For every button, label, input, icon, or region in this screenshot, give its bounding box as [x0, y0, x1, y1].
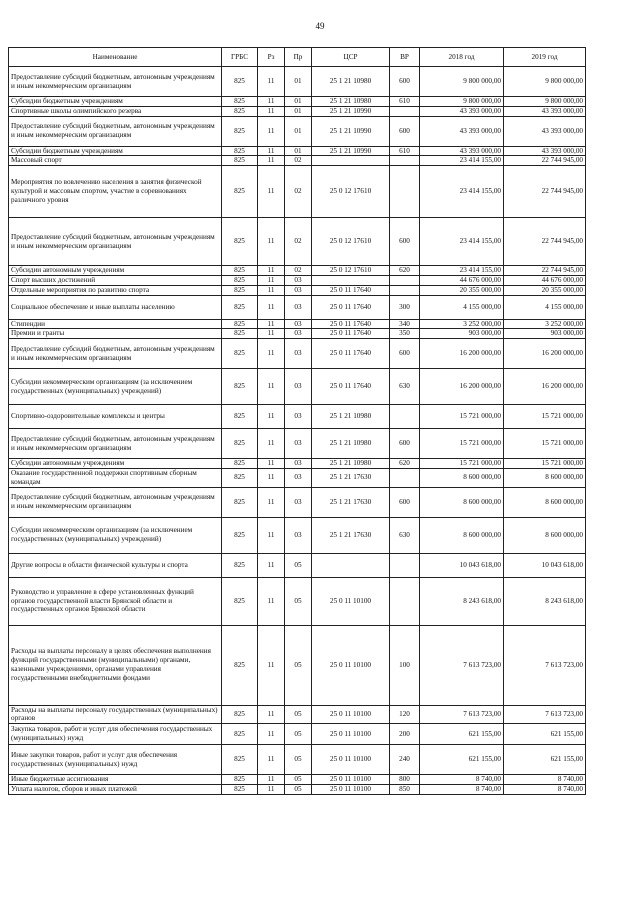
row-2018: 8 600 000,00 [420, 468, 504, 487]
row-rz: 11 [258, 166, 285, 218]
table-row [9, 369, 586, 405]
row-csr: 25 1 21 10990 [312, 116, 390, 146]
row-2019: 43 393 000,00 [504, 116, 586, 146]
row-csr: 25 0 11 10100 [312, 775, 390, 785]
row-2018: 9 800 000,00 [420, 67, 504, 97]
table-row [9, 116, 586, 146]
row-vr [390, 106, 420, 116]
row-rz: 11 [258, 319, 285, 329]
row-name: Спортивно-оздоровительные комплексы и центры [9, 405, 222, 429]
row-grbs: 825 [222, 429, 258, 459]
table-row [9, 705, 586, 724]
row-grbs: 825 [222, 577, 258, 625]
row-name: Предоставление субсидий бюджетным, автономным учреждениям и иным некоммерческим организациям [9, 218, 222, 266]
row-pr: 03 [285, 405, 312, 429]
row-grbs: 825 [222, 166, 258, 218]
row-csr [312, 156, 390, 166]
row-name: Предоставление субсидий бюджетным, автономным учреждениям и иным некоммерческим организациям [9, 339, 222, 369]
page-number: 49 [315, 21, 325, 31]
row-vr: 340 [390, 319, 420, 329]
row-2018: 9 800 000,00 [420, 97, 504, 107]
row-vr: 610 [390, 97, 420, 107]
row-name: Субсидии автономным учреждениям [9, 266, 222, 276]
row-grbs: 825 [222, 724, 258, 745]
row-2019: 16 200 000,00 [504, 369, 586, 405]
header-grbs: ГРБС [222, 48, 258, 67]
row-name: Другие вопросы в области физической культуры и спорта [9, 553, 222, 577]
row-2019: 8 243 618,00 [504, 577, 586, 625]
row-rz: 11 [258, 156, 285, 166]
row-csr: 25 1 21 10980 [312, 67, 390, 97]
row-pr: 02 [285, 156, 312, 166]
row-2018: 15 721 000,00 [420, 459, 504, 469]
row-grbs: 825 [222, 553, 258, 577]
row-grbs: 825 [222, 468, 258, 487]
row-2019: 8 740,00 [504, 784, 586, 794]
table-row [9, 784, 586, 794]
row-csr: 25 0 11 17640 [312, 285, 390, 295]
row-vr [390, 166, 420, 218]
table-row [9, 459, 586, 469]
row-vr [390, 275, 420, 285]
row-grbs: 825 [222, 319, 258, 329]
row-pr: 03 [285, 468, 312, 487]
row-vr: 800 [390, 775, 420, 785]
row-grbs: 825 [222, 369, 258, 405]
row-pr: 01 [285, 116, 312, 146]
row-grbs: 825 [222, 405, 258, 429]
row-2018: 621 155,00 [420, 745, 504, 775]
row-2018: 8 243 618,00 [420, 577, 504, 625]
row-rz: 11 [258, 285, 285, 295]
header-csr: ЦСР [312, 48, 390, 67]
row-name: Спорт высших достижений [9, 275, 222, 285]
row-2018: 8 600 000,00 [420, 487, 504, 517]
row-name: Субсидии автономным учреждениям [9, 459, 222, 469]
row-2018: 23 414 155,00 [420, 166, 504, 218]
row-2019: 43 393 000,00 [504, 146, 586, 156]
row-grbs: 825 [222, 146, 258, 156]
row-csr: 25 0 12 17610 [312, 266, 390, 276]
row-csr: 25 0 12 17610 [312, 218, 390, 266]
row-2019: 22 744 945,00 [504, 266, 586, 276]
table-row [9, 724, 586, 745]
row-2019: 7 613 723,00 [504, 705, 586, 724]
row-2019: 16 200 000,00 [504, 339, 586, 369]
table-row [9, 218, 586, 266]
row-name: Предоставление субсидий бюджетным, автономным учреждениям и иным некоммерческим организациям [9, 67, 222, 97]
row-name: Социальное обеспечение и иные выплаты населению [9, 295, 222, 319]
row-2019: 4 155 000,00 [504, 295, 586, 319]
row-rz: 11 [258, 146, 285, 156]
row-pr: 02 [285, 266, 312, 276]
table-row [9, 745, 586, 775]
row-rz: 11 [258, 577, 285, 625]
row-vr: 600 [390, 429, 420, 459]
row-2018: 15 721 000,00 [420, 429, 504, 459]
row-name: Мероприятия по вовлечению населения в занятия физической культурой и массовым спортом, участие в соревнованиях различного уровня [9, 166, 222, 218]
table-header-row [9, 48, 586, 67]
row-2018: 10 043 618,00 [420, 553, 504, 577]
row-2018: 20 355 000,00 [420, 285, 504, 295]
row-2019: 621 155,00 [504, 724, 586, 745]
row-csr: 25 1 21 10980 [312, 429, 390, 459]
row-grbs: 825 [222, 285, 258, 295]
table-row [9, 166, 586, 218]
row-grbs: 825 [222, 487, 258, 517]
row-grbs: 825 [222, 459, 258, 469]
table-row [9, 285, 586, 295]
table-row [9, 487, 586, 517]
row-vr: 630 [390, 369, 420, 405]
row-csr: 25 0 11 17640 [312, 295, 390, 319]
row-csr: 25 1 21 10990 [312, 106, 390, 116]
row-pr: 01 [285, 106, 312, 116]
row-csr: 25 0 11 17640 [312, 339, 390, 369]
row-rz: 11 [258, 329, 285, 339]
row-name: Субсидии бюджетным учреждениям [9, 97, 222, 107]
row-rz: 11 [258, 705, 285, 724]
header-rz: Рз [258, 48, 285, 67]
row-name: Премии и гранты [9, 329, 222, 339]
row-2019: 8 740,00 [504, 775, 586, 785]
row-2018: 8 740,00 [420, 784, 504, 794]
row-2019: 8 600 000,00 [504, 487, 586, 517]
row-2018: 23 414 155,00 [420, 156, 504, 166]
row-grbs: 825 [222, 517, 258, 553]
row-rz: 11 [258, 784, 285, 794]
row-2019: 22 744 945,00 [504, 166, 586, 218]
row-2018: 16 200 000,00 [420, 369, 504, 405]
header-name: Наименование [9, 48, 222, 67]
row-rz: 11 [258, 724, 285, 745]
row-csr: 25 0 11 10100 [312, 724, 390, 745]
row-2019: 621 155,00 [504, 745, 586, 775]
row-2019: 20 355 000,00 [504, 285, 586, 295]
row-rz: 11 [258, 106, 285, 116]
row-name: Оказание государственной поддержки спортивным сборным командам [9, 468, 222, 487]
row-2019: 7 613 723,00 [504, 625, 586, 705]
header-2019: 2019 год [504, 48, 586, 67]
row-vr: 610 [390, 146, 420, 156]
row-rz: 11 [258, 116, 285, 146]
row-csr: 25 0 12 17610 [312, 166, 390, 218]
row-name: Расходы на выплаты персоналу государственных (муниципальных) органов [9, 705, 222, 724]
row-vr: 600 [390, 116, 420, 146]
row-pr: 05 [285, 745, 312, 775]
row-vr: 600 [390, 487, 420, 517]
row-rz: 11 [258, 67, 285, 97]
row-pr: 05 [285, 553, 312, 577]
row-grbs: 825 [222, 156, 258, 166]
row-2018: 15 721 000,00 [420, 405, 504, 429]
row-name: Руководство и управление в сфере установленных функций органов государственной власти Брянской области и государственных органов Брянской области [9, 577, 222, 625]
row-name: Субсидии бюджетным учреждениям [9, 146, 222, 156]
row-2019: 15 721 000,00 [504, 459, 586, 469]
table-body [9, 67, 586, 795]
row-pr: 05 [285, 724, 312, 745]
row-2018: 23 414 155,00 [420, 266, 504, 276]
row-csr: 25 1 21 17630 [312, 487, 390, 517]
row-pr: 03 [285, 295, 312, 319]
row-2018: 43 393 000,00 [420, 106, 504, 116]
row-csr: 25 0 11 17640 [312, 319, 390, 329]
row-2019: 22 744 945,00 [504, 156, 586, 166]
row-2018: 8 740,00 [420, 775, 504, 785]
table-row [9, 339, 586, 369]
row-pr: 03 [285, 339, 312, 369]
row-csr: 25 0 11 10100 [312, 577, 390, 625]
row-pr: 01 [285, 97, 312, 107]
header-vr: ВР [390, 48, 420, 67]
row-pr: 03 [285, 275, 312, 285]
row-grbs: 825 [222, 106, 258, 116]
row-csr: 25 0 11 10100 [312, 784, 390, 794]
row-rz: 11 [258, 97, 285, 107]
row-pr: 03 [285, 329, 312, 339]
table-row [9, 553, 586, 577]
row-vr: 350 [390, 329, 420, 339]
row-pr: 01 [285, 67, 312, 97]
row-grbs: 825 [222, 218, 258, 266]
row-name: Предоставление субсидий бюджетным, автономным учреждениям и иным некоммерческим организациям [9, 116, 222, 146]
row-rz: 11 [258, 468, 285, 487]
row-vr: 620 [390, 459, 420, 469]
row-vr: 600 [390, 67, 420, 97]
row-name: Стипендии [9, 319, 222, 329]
row-2018: 23 414 155,00 [420, 218, 504, 266]
row-grbs: 825 [222, 67, 258, 97]
row-pr: 05 [285, 625, 312, 705]
header-2018: 2018 год [420, 48, 504, 67]
row-name: Массовый спорт [9, 156, 222, 166]
table-row [9, 97, 586, 107]
row-2018: 3 252 000,00 [420, 319, 504, 329]
row-pr: 02 [285, 218, 312, 266]
row-2019: 43 393 000,00 [504, 106, 586, 116]
row-2019: 22 744 945,00 [504, 218, 586, 266]
table-row [9, 295, 586, 319]
row-pr: 05 [285, 775, 312, 785]
row-2019: 15 721 000,00 [504, 405, 586, 429]
row-grbs: 825 [222, 275, 258, 285]
row-rz: 11 [258, 266, 285, 276]
row-csr: 25 0 11 17640 [312, 369, 390, 405]
table-row [9, 146, 586, 156]
row-csr: 25 0 11 10100 [312, 625, 390, 705]
row-2019: 9 800 000,00 [504, 67, 586, 97]
row-grbs: 825 [222, 775, 258, 785]
row-vr: 600 [390, 218, 420, 266]
table-row [9, 517, 586, 553]
row-2019: 903 000,00 [504, 329, 586, 339]
row-vr: 240 [390, 745, 420, 775]
table-row [9, 106, 586, 116]
row-rz: 11 [258, 625, 285, 705]
row-csr: 25 0 11 10100 [312, 705, 390, 724]
row-vr: 850 [390, 784, 420, 794]
row-2018: 4 155 000,00 [420, 295, 504, 319]
table-row [9, 468, 586, 487]
table-row [9, 405, 586, 429]
row-2018: 43 393 000,00 [420, 146, 504, 156]
row-rz: 11 [258, 369, 285, 405]
row-csr: 25 1 21 10980 [312, 97, 390, 107]
row-2018: 43 393 000,00 [420, 116, 504, 146]
row-2019: 44 676 000,00 [504, 275, 586, 285]
table-row [9, 429, 586, 459]
row-rz: 11 [258, 405, 285, 429]
row-csr [312, 275, 390, 285]
row-2019: 8 600 000,00 [504, 468, 586, 487]
row-pr: 03 [285, 319, 312, 329]
row-pr: 03 [285, 487, 312, 517]
row-name: Субсидии некоммерческим организациям (за исключением государственных (муниципальных) учреждений) [9, 517, 222, 553]
row-csr: 25 1 21 10980 [312, 405, 390, 429]
row-vr [390, 405, 420, 429]
row-name: Предоставление субсидий бюджетным, автономным учреждениям и иным некоммерческим организациям [9, 429, 222, 459]
row-vr [390, 577, 420, 625]
table-row [9, 67, 586, 97]
row-2018: 903 000,00 [420, 329, 504, 339]
row-grbs: 825 [222, 295, 258, 319]
row-pr: 03 [285, 285, 312, 295]
row-csr [312, 553, 390, 577]
row-vr: 200 [390, 724, 420, 745]
row-rz: 11 [258, 775, 285, 785]
row-grbs: 825 [222, 625, 258, 705]
table-row [9, 266, 586, 276]
row-vr [390, 285, 420, 295]
table-row [9, 329, 586, 339]
table-row [9, 319, 586, 329]
row-name: Закупка товаров, работ и услуг для обеспечения государственных (муниципальных) нужд [9, 724, 222, 745]
row-vr: 620 [390, 266, 420, 276]
row-rz: 11 [258, 275, 285, 285]
row-grbs: 825 [222, 705, 258, 724]
budget-table [8, 47, 586, 795]
row-2018: 7 613 723,00 [420, 705, 504, 724]
row-2018: 44 676 000,00 [420, 275, 504, 285]
table-row [9, 775, 586, 785]
row-2019: 8 600 000,00 [504, 517, 586, 553]
row-vr: 630 [390, 517, 420, 553]
row-2019: 3 252 000,00 [504, 319, 586, 329]
row-vr [390, 468, 420, 487]
row-csr: 25 1 21 17630 [312, 517, 390, 553]
row-2018: 7 613 723,00 [420, 625, 504, 705]
row-csr: 25 0 11 10100 [312, 745, 390, 775]
row-pr: 03 [285, 459, 312, 469]
row-pr: 05 [285, 577, 312, 625]
row-vr: 300 [390, 295, 420, 319]
row-name: Предоставление субсидий бюджетным, автономным учреждениям и иным некоммерческим организациям [9, 487, 222, 517]
row-pr: 03 [285, 517, 312, 553]
row-name: Иные бюджетные ассигнования [9, 775, 222, 785]
row-2018: 621 155,00 [420, 724, 504, 745]
table-row [9, 156, 586, 166]
row-name: Уплата налогов, сборов и иных платежей [9, 784, 222, 794]
row-pr: 03 [285, 369, 312, 405]
table-row [9, 577, 586, 625]
row-vr: 120 [390, 705, 420, 724]
row-grbs: 825 [222, 784, 258, 794]
header-pr: Пр [285, 48, 312, 67]
row-grbs: 825 [222, 329, 258, 339]
row-rz: 11 [258, 295, 285, 319]
row-rz: 11 [258, 429, 285, 459]
row-grbs: 825 [222, 745, 258, 775]
row-grbs: 825 [222, 97, 258, 107]
row-2018: 8 600 000,00 [420, 517, 504, 553]
row-2019: 10 043 618,00 [504, 553, 586, 577]
row-rz: 11 [258, 487, 285, 517]
row-vr [390, 156, 420, 166]
row-rz: 11 [258, 459, 285, 469]
row-rz: 11 [258, 517, 285, 553]
row-name: Субсидии некоммерческим организациям (за исключением государственных (муниципальных) учреждений) [9, 369, 222, 405]
row-vr: 600 [390, 339, 420, 369]
row-name: Иные закупки товаров, работ и услуг для обеспечения государственных (муниципальных) нужд [9, 745, 222, 775]
row-csr: 25 1 21 10980 [312, 459, 390, 469]
row-csr: 25 1 21 10990 [312, 146, 390, 156]
row-pr: 05 [285, 784, 312, 794]
row-name: Спортивные школы олимпийского резерва [9, 106, 222, 116]
row-vr [390, 553, 420, 577]
row-2019: 9 800 000,00 [504, 97, 586, 107]
row-pr: 01 [285, 146, 312, 156]
row-name: Расходы на выплаты персоналу в целях обеспечения выполнения функций государственными (муниципальными) органами, казенными учреждениями, органами управления государственными внебюджетными фондами [9, 625, 222, 705]
table-row [9, 275, 586, 285]
row-name: Отдельные мероприятия по развитию спорта [9, 285, 222, 295]
row-pr: 03 [285, 429, 312, 459]
row-grbs: 825 [222, 116, 258, 146]
row-rz: 11 [258, 745, 285, 775]
row-rz: 11 [258, 339, 285, 369]
row-rz: 11 [258, 553, 285, 577]
row-csr: 25 1 21 17630 [312, 468, 390, 487]
row-vr: 100 [390, 625, 420, 705]
row-pr: 05 [285, 705, 312, 724]
row-rz: 11 [258, 218, 285, 266]
row-2018: 16 200 000,00 [420, 339, 504, 369]
row-pr: 02 [285, 166, 312, 218]
row-grbs: 825 [222, 339, 258, 369]
row-grbs: 825 [222, 266, 258, 276]
row-csr: 25 0 11 17640 [312, 329, 390, 339]
row-2019: 15 721 000,00 [504, 429, 586, 459]
table-row [9, 625, 586, 705]
